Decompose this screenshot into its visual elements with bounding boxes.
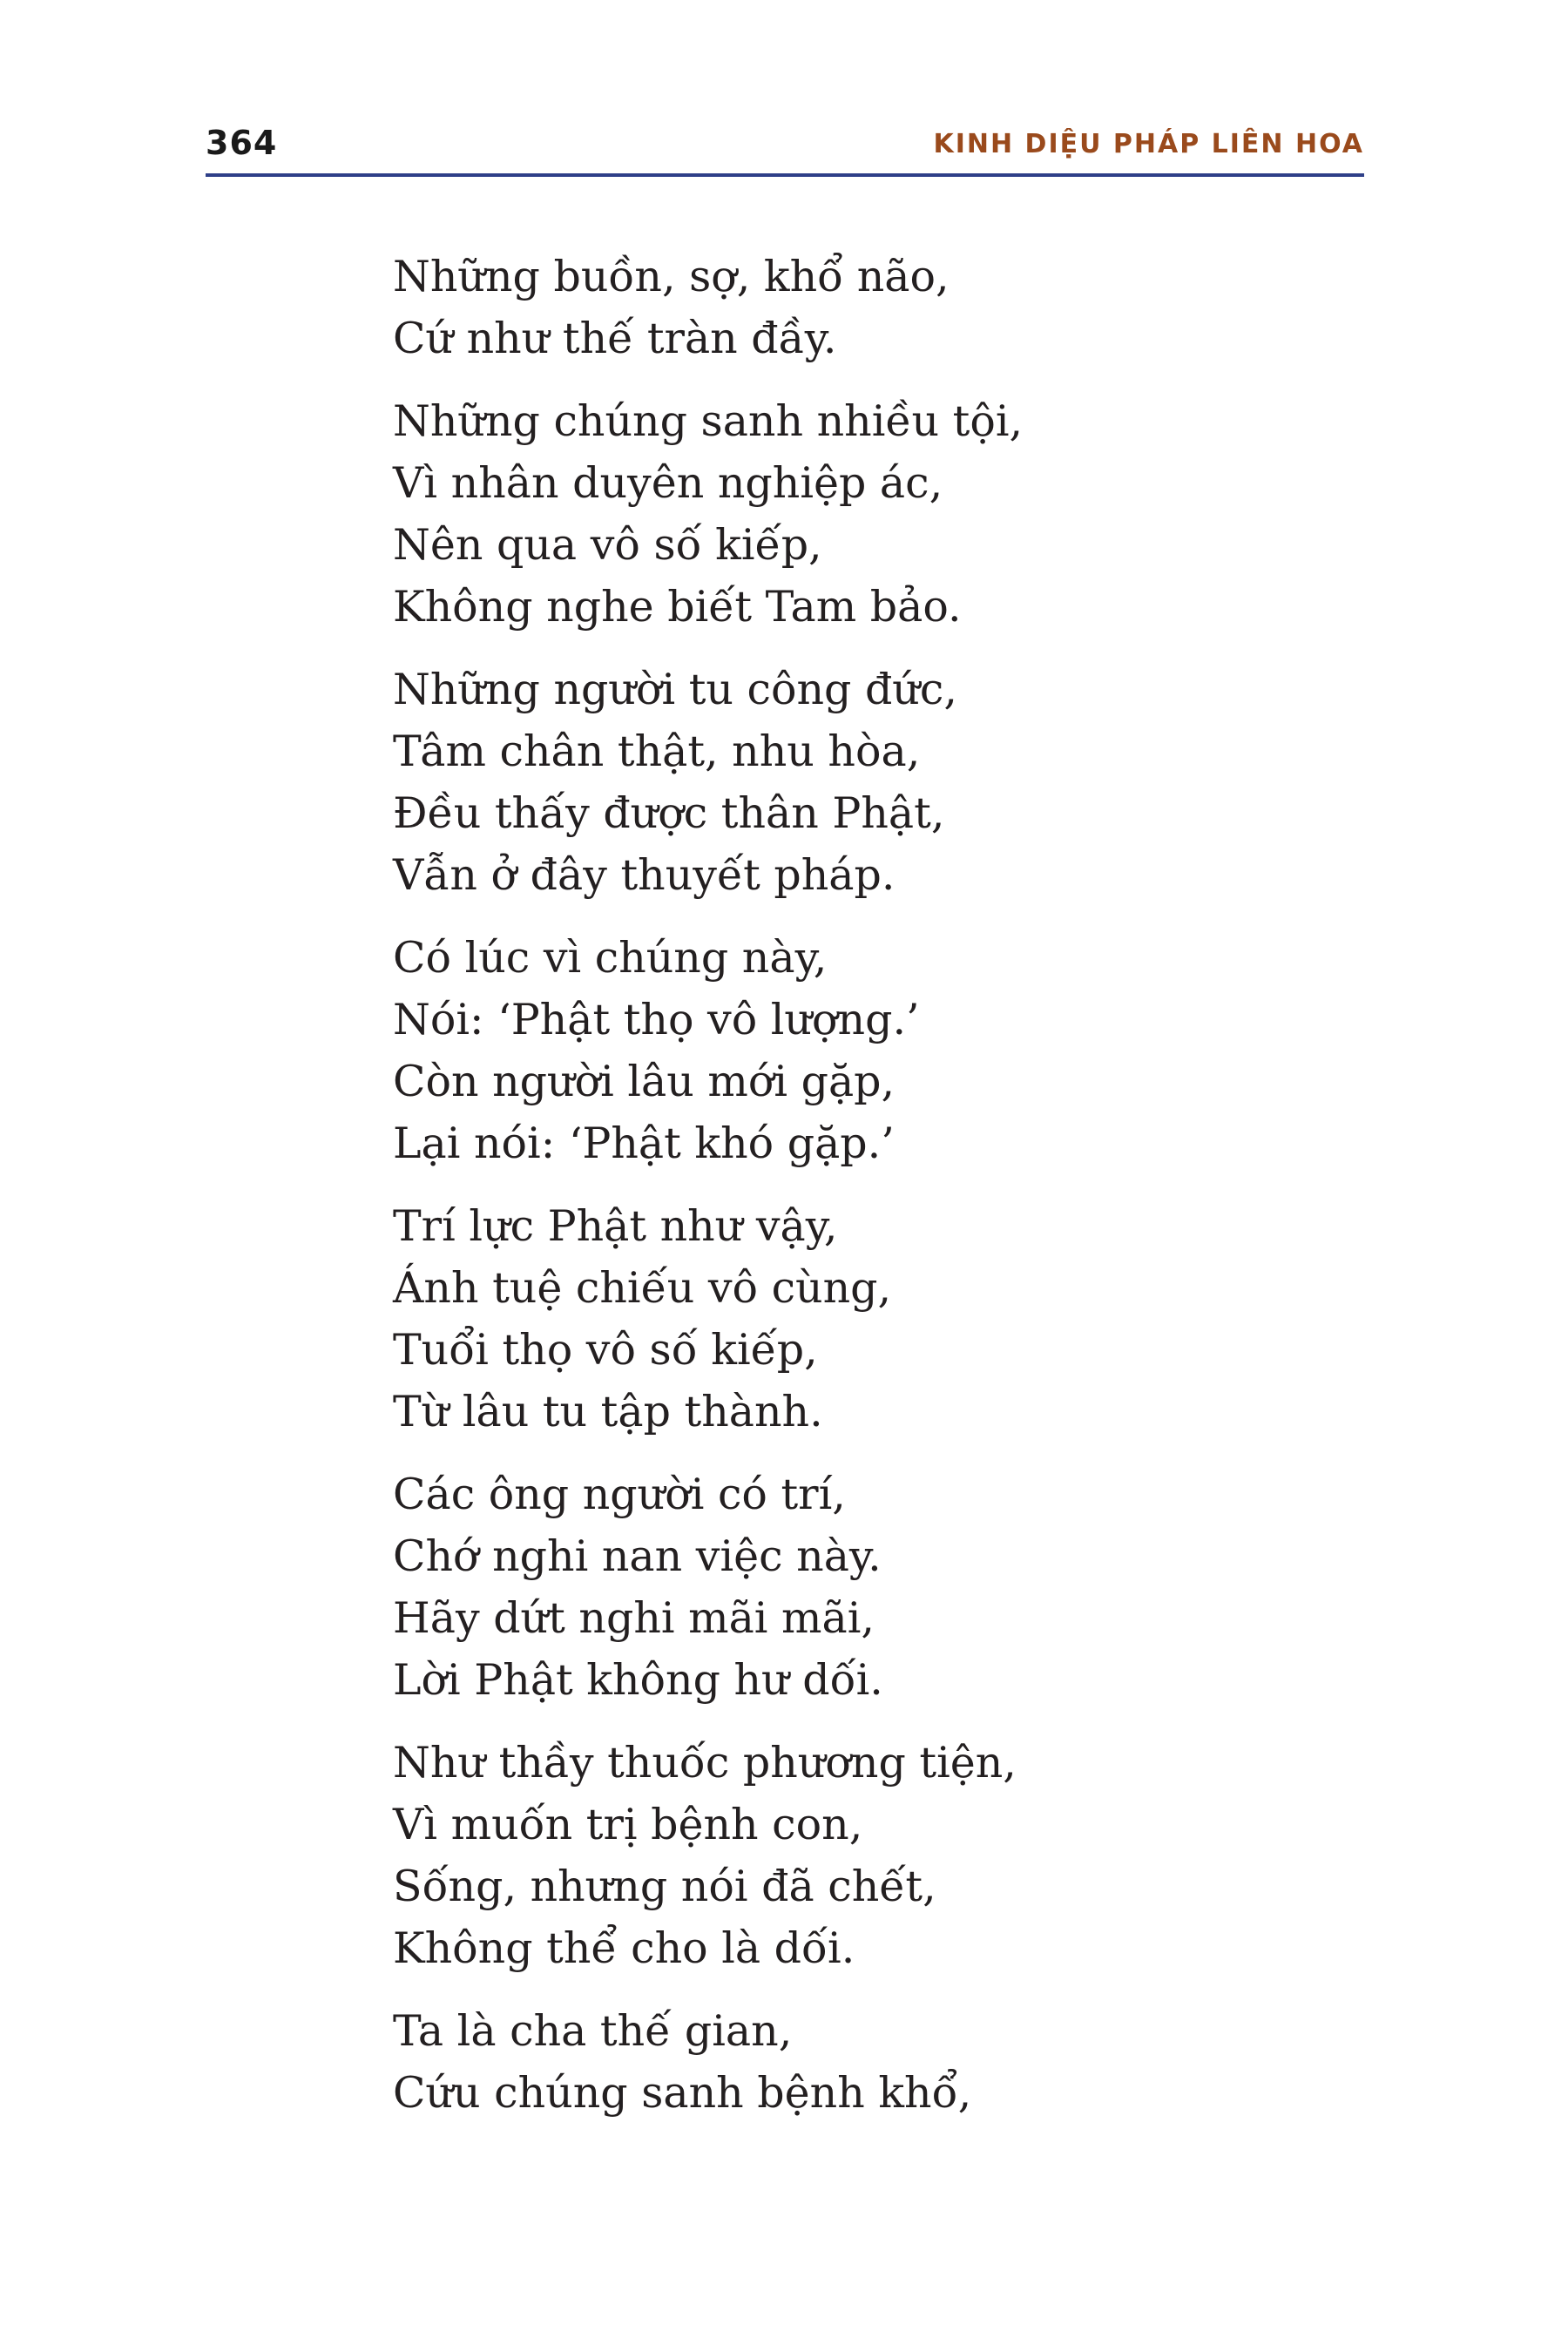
poem-line: Nên qua vô số kiếp, [393,520,822,570]
poem-line: Không nghe biết Tam bảo. [393,582,962,632]
poem-line: Đều thấy được thân Phật, [393,788,945,838]
stanza-5 [393,1195,1351,1443]
poem-line: Vì nhân duyên nghiệp ác, [393,458,943,508]
stanza-6 [393,1463,1351,1711]
poem-line: Từ lâu tu tập thành. [393,1387,823,1436]
poem-line: Chớ nghi nan việc này. [393,1531,882,1581]
poem-line: Tuổi thọ vô số kiếp, [393,1325,818,1375]
stanza-7 [393,1732,1351,1979]
poem-line: Ánh tuệ chiếu vô cùng, [393,1263,892,1313]
poem-line: Cứu chúng sanh bệnh khổ, [393,2068,972,2118]
running-header [206,120,1364,172]
poem-line: Cứ như thế tràn đầy. [393,314,837,363]
poem-line: Sống, nhưng nói đã chết, [393,1862,936,1911]
poem-line: Nói: ‘Phật thọ vô lượng.’ [393,995,920,1044]
book-title: KINH DIỆU PHÁP LIÊN HOA [933,129,1364,159]
poem-line: Có lúc vì chúng này, [393,933,828,983]
poem-line: Vì muốn trị bệnh con, [393,1800,863,1849]
poem-line: Vẫn ở đây thuyết pháp. [393,850,896,900]
poem-line: Hãy dứt nghi mãi mãi, [393,1593,875,1643]
poem-line: Những người tu công đức, [393,665,957,714]
poem-line: Không thể cho là dối. [393,1923,855,1973]
poem-line: Tâm chân thật, nhu hòa, [393,727,921,776]
poem-line: Những buồn, sợ, khổ não, [393,252,950,301]
poem-line: Lại nói: ‘Phật khó gặp.’ [393,1119,895,1168]
header-divider [206,173,1364,177]
poem-line: Những chúng sanh nhiều tội, [393,396,1024,446]
stanza-3 [393,659,1351,906]
page-number: 364 [206,124,278,162]
poem-line: Ta là cha thế gian, [393,2006,793,2056]
poem-line: Như thầy thuốc phương tiện, [393,1738,1017,1788]
poem-line: Các ông người có trí, [393,1470,846,1519]
poem-line: Còn người lâu mới gặp, [393,1057,896,1106]
poem-line: Lời Phật không hư dối. [393,1655,883,1705]
poem-body [393,246,1351,2145]
poem-line: Trí lực Phật như vậy, [393,1201,838,1251]
stanza-4 [393,927,1351,1174]
stanza-1 [393,246,1351,369]
stanza-2 [393,390,1351,638]
stanza-8 [393,2000,1351,2124]
